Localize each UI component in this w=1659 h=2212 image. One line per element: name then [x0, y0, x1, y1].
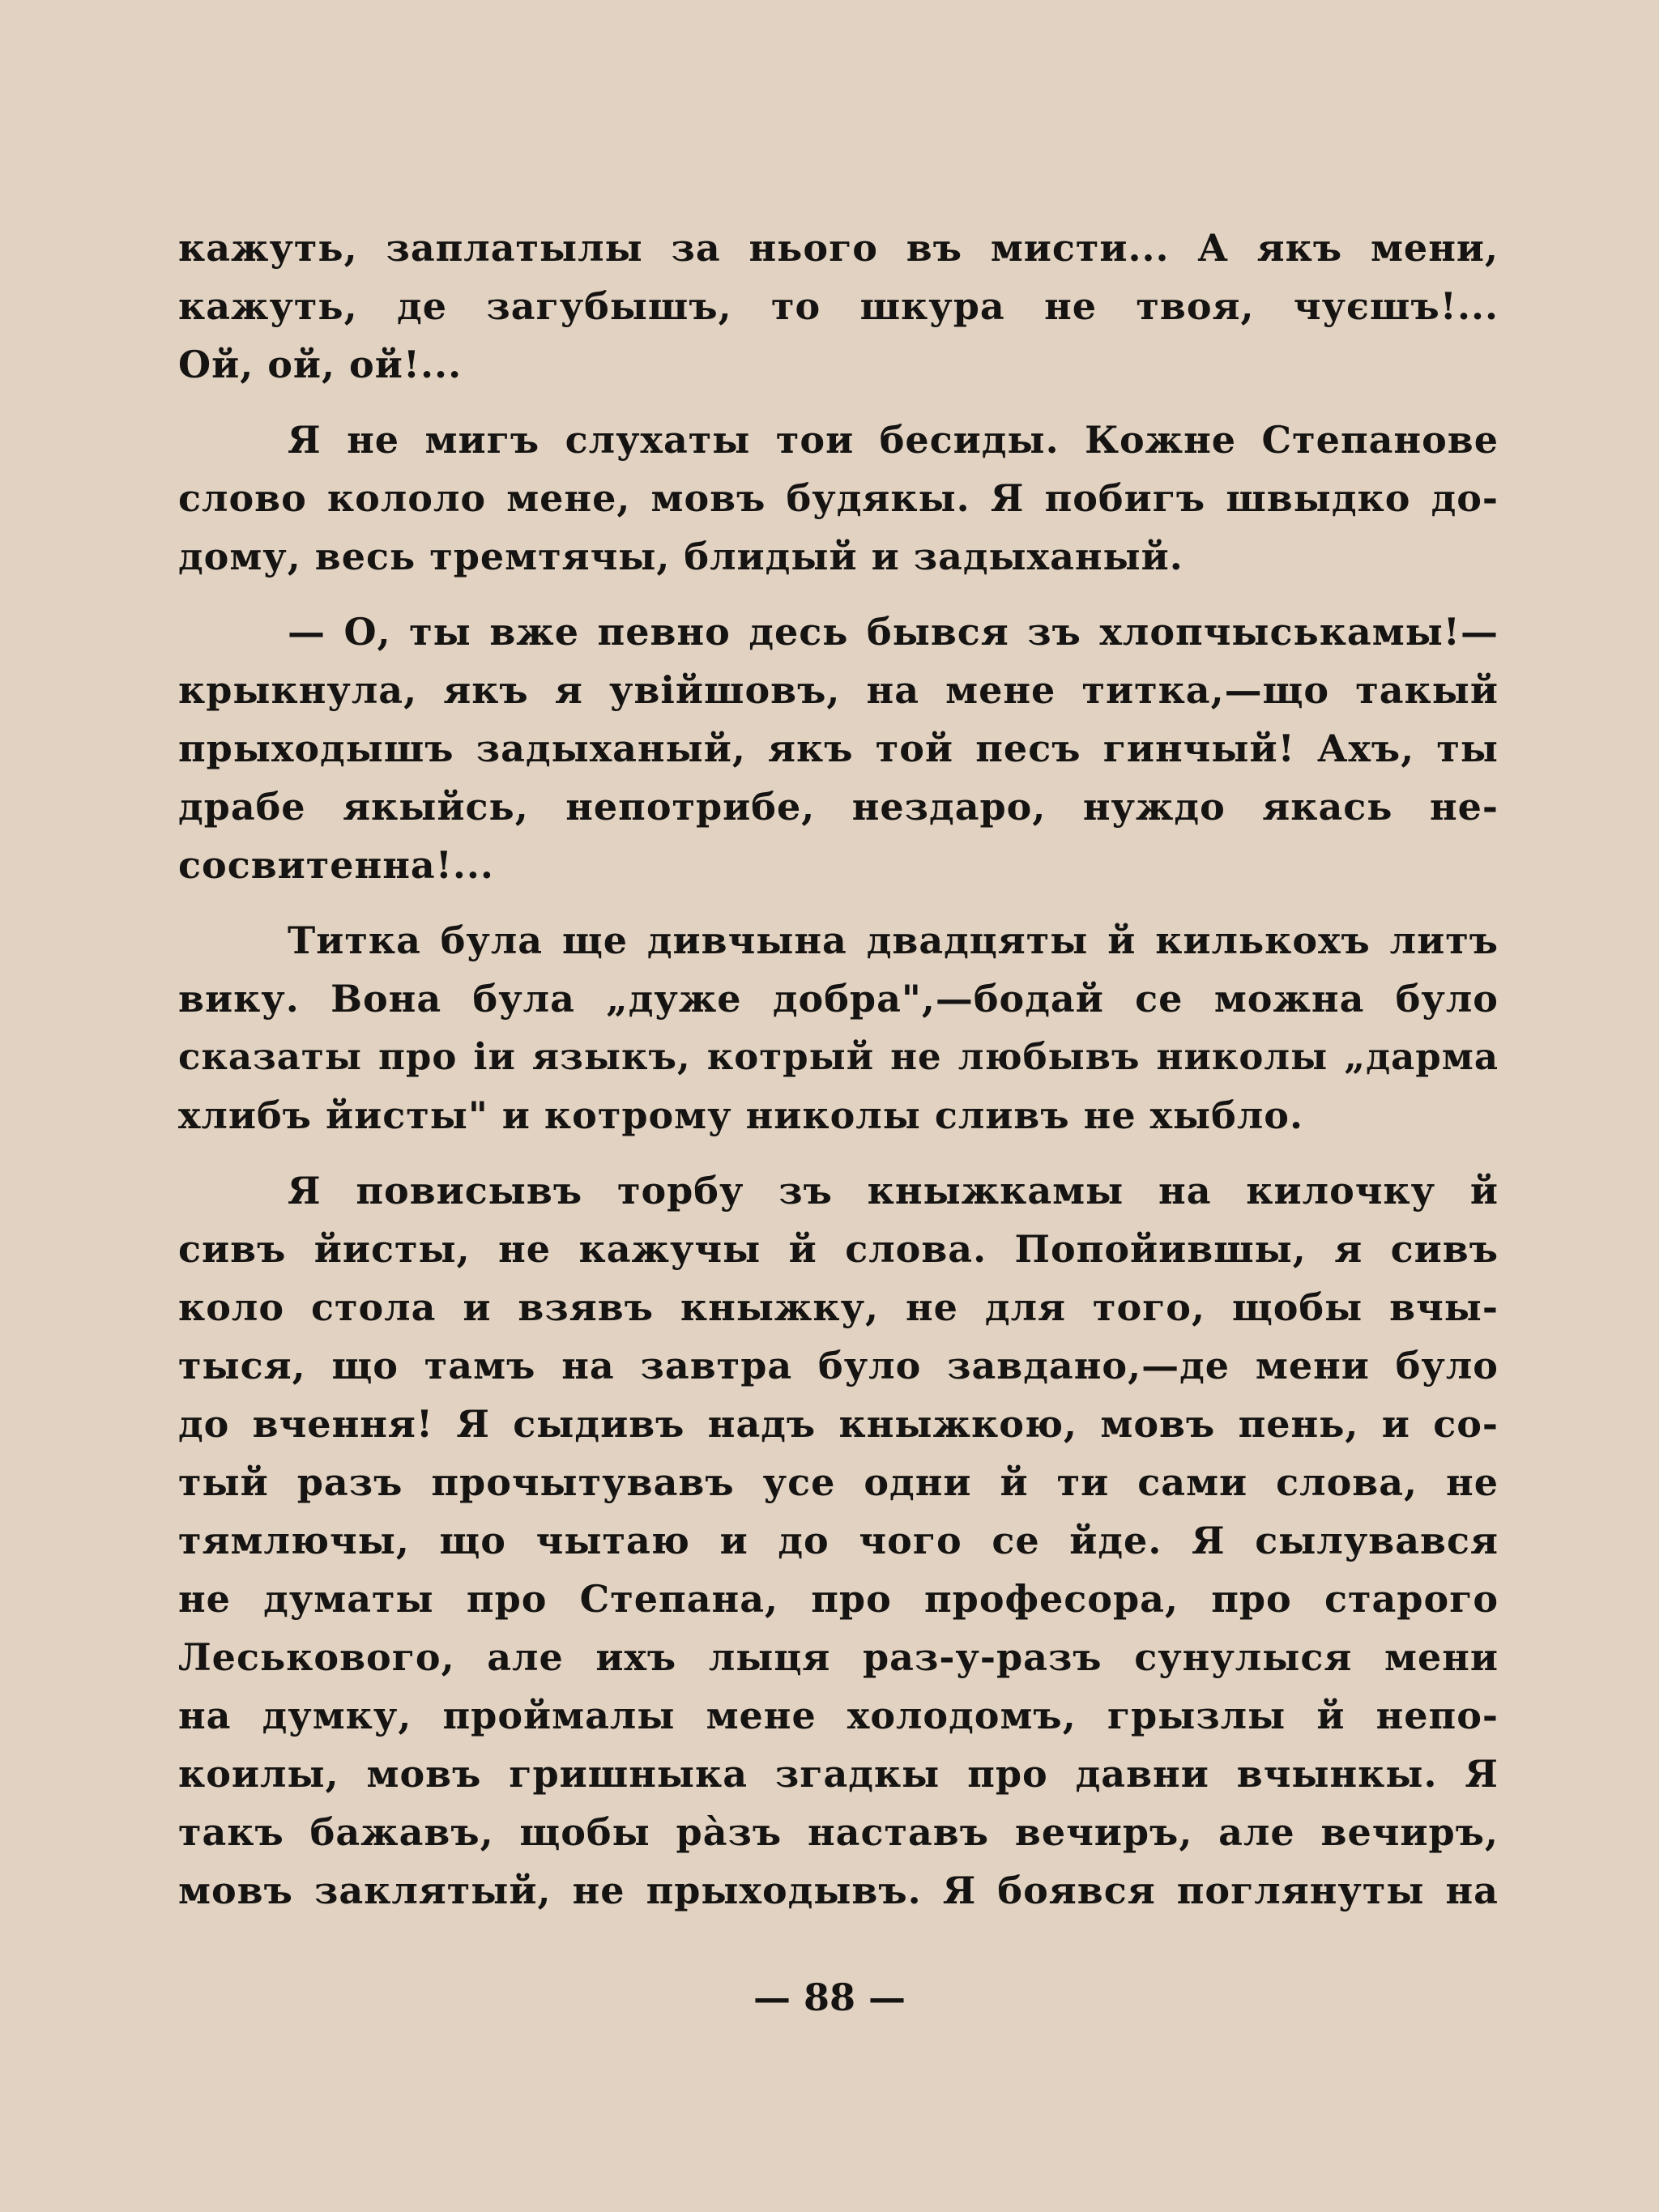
- paragraph: [178, 911, 1499, 1144]
- text-line: слово кололо мене, мовъ будякы. Я побигъ швыдко до-: [178, 476, 1499, 520]
- text-line: сосвитенна!...: [178, 843, 494, 887]
- text-line: — О, ты вже певно десь бывся зъ хлопчыськамы!—: [288, 610, 1499, 654]
- paragraph: [178, 603, 1499, 894]
- text-line: тямлючы, що чытаю и до чого се йде. Я сылувався: [178, 1519, 1499, 1562]
- text-line: Ой, ой, ой!...: [178, 343, 463, 386]
- page-body: [178, 219, 1499, 1920]
- text-line: прыходышъ задыханый, якъ той песъ гинчый! Ахъ, ты: [178, 727, 1499, 770]
- text-line: сказаты про іи языкъ, котрый не любывъ николы „дарма: [178, 1035, 1499, 1078]
- text-line: тыся, що тамъ на завтра було завдано,—де мени було: [178, 1344, 1499, 1387]
- text-line: коилы, мовъ гришныка згадкы про давни вчынкы. Я: [178, 1752, 1499, 1796]
- text-line: вику. Вона була „дуже добра",—бодай се можна було: [178, 977, 1499, 1021]
- text-line: на думку, проймалы мене холодомъ, грызлы й непо-: [178, 1694, 1499, 1737]
- text-line: кажуть, де загубышъ, то шкура не твоя, чуєшъ!...: [178, 284, 1499, 328]
- text-line: не думаты про Степана, про професора, про старого: [178, 1577, 1499, 1621]
- text-line: Я повисывъ торбу зъ кныжкамы на килочку й: [288, 1169, 1499, 1213]
- text-line: дому, весь тремтячы, блидый и задыханый.: [178, 535, 1183, 578]
- paragraph: [178, 219, 1499, 394]
- text-line: хлибъ йисты" и котрому николы сливъ не хыбло.: [178, 1093, 1303, 1137]
- text-line: коло стола и взявъ кныжку, не для того, щобы вчы-: [178, 1285, 1499, 1329]
- paragraph: [178, 1161, 1499, 1920]
- text-line: такъ бажавъ, щобы рàзъ наставъ вечиръ, але вечиръ,: [178, 1810, 1499, 1854]
- text-line: мовъ заклятый, не прыходывъ. Я боявся поглянуты на: [178, 1869, 1499, 1912]
- paragraph: [178, 411, 1499, 586]
- text-line: тый разъ прочытувавъ усе одни й ти сами слова, не: [178, 1460, 1499, 1504]
- page-number: — 88 —: [753, 1975, 906, 2019]
- text-line: драбе якыйсь, непотрибе, нездаро, нуждо якась не-: [178, 785, 1499, 829]
- text-line: Титка була ще дивчына двадцяты й килькохъ литъ: [288, 918, 1499, 962]
- text-line: Леськового, але ихъ лыця раз-у-разъ сунулыся мени: [178, 1635, 1499, 1679]
- text-line: Я не мигъ слухаты тои бесиды. Кожне Степанове: [288, 418, 1499, 462]
- text-line: до вчення! Я сыдивъ надъ кныжкою, мовъ пень, и со-: [178, 1402, 1499, 1446]
- text-line: сивъ йисты, не кажучы й слова. Попойившы, я сивъ: [178, 1227, 1499, 1271]
- text-line: крыкнула, якъ я увійшовъ, на мене титка,—що такый: [178, 668, 1499, 712]
- text-line: кажуть, заплатылы за нього въ мисти... А якъ мени,: [178, 226, 1499, 270]
